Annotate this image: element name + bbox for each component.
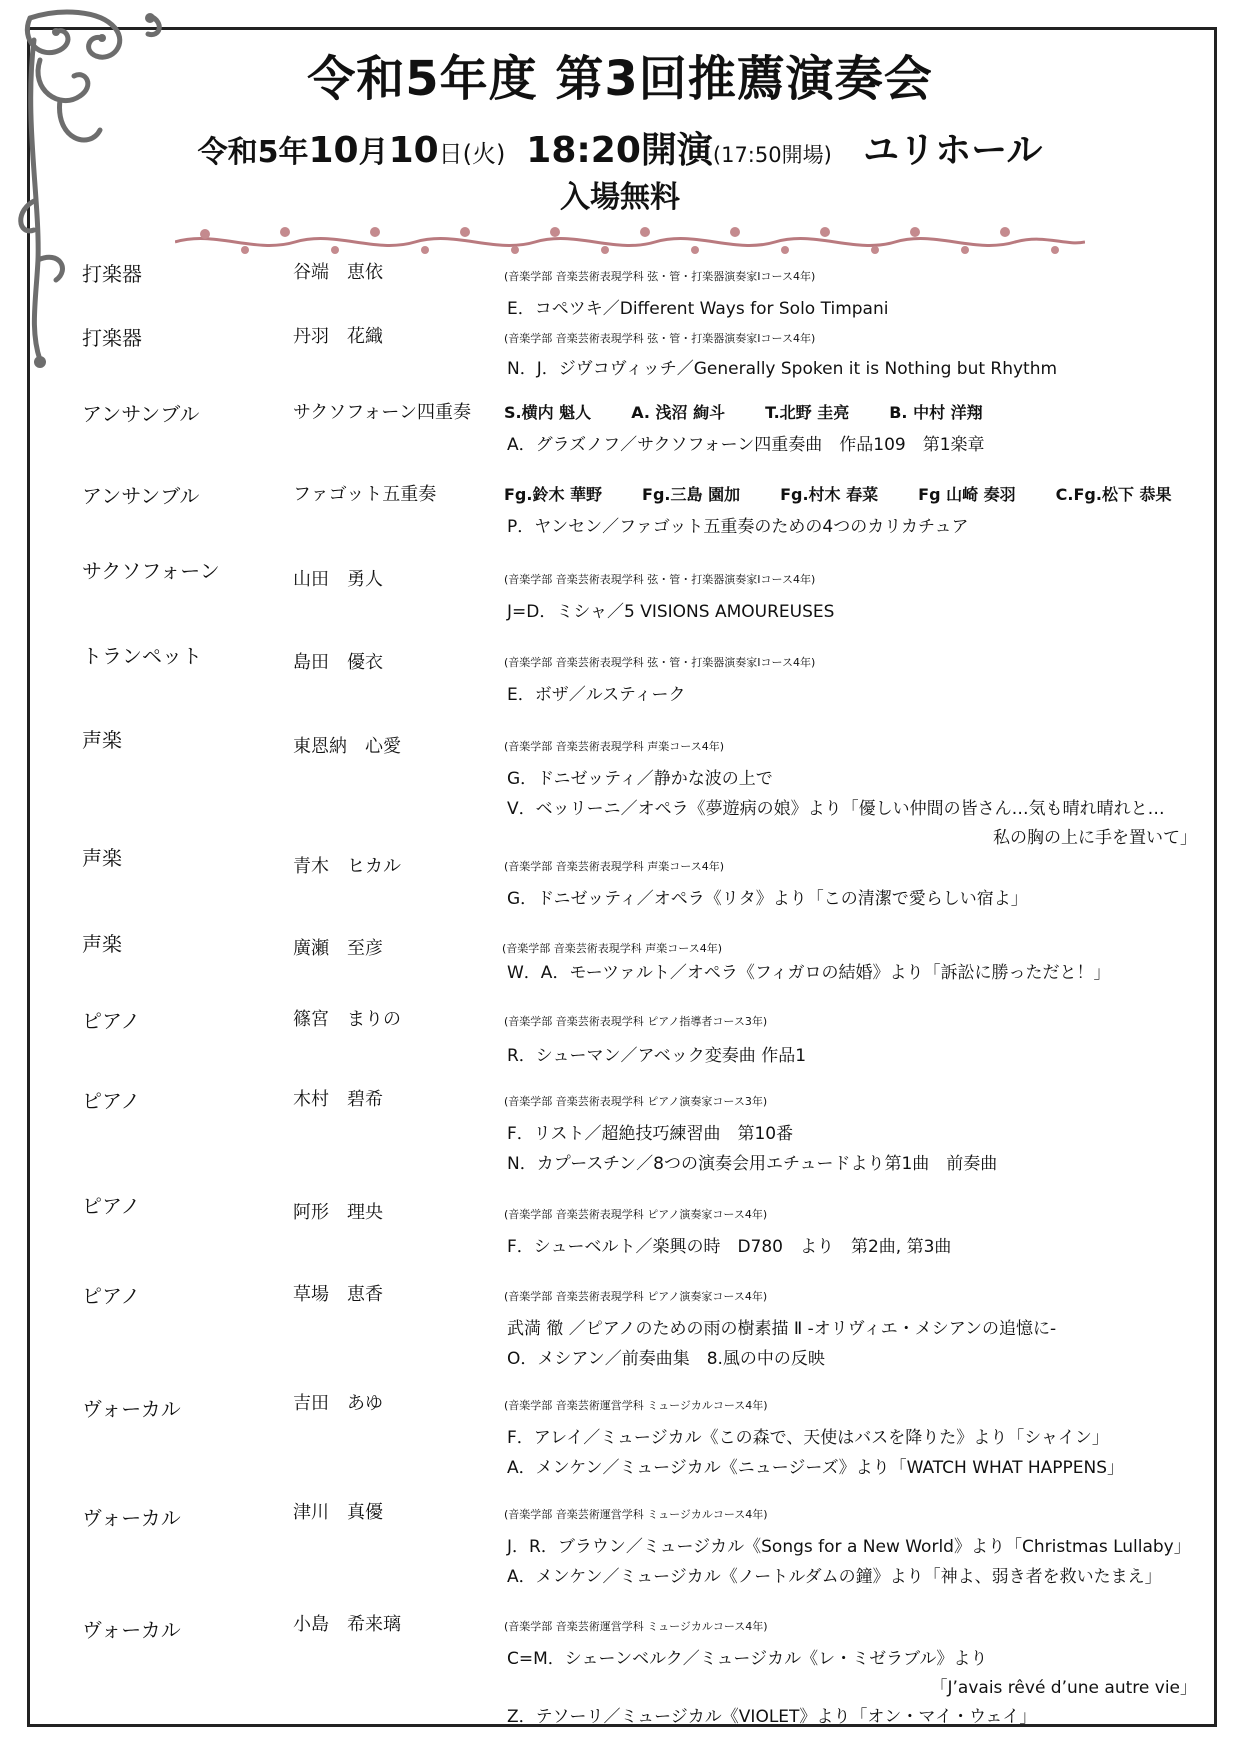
piece: J．R．ブラウン／ミュージカル《Songs for a New World》より「Christmas Lullaby」 [507, 1537, 1191, 1557]
admission-note: 入場無料 [560, 180, 680, 215]
piece: A．グラズノフ／サクソフォーン四重奏曲 作品109 第1楽章 [507, 435, 985, 455]
performer: 阿形 理央 [293, 1202, 383, 1223]
member: C.Fg.松下 恭果 [1055, 485, 1172, 504]
piece: N．J．ジヴコヴィッチ／Generally Spoken it is Nothing but Rhythm [507, 359, 1058, 379]
affiliation: (音楽学部 音楽芸術表現学科 ピアノ演奏家コース4年) [504, 1290, 768, 1303]
performer: 谷端 恵依 [293, 262, 383, 283]
ensemble-name: サクソフォーン四重奏 [293, 402, 472, 423]
affiliation: (音楽学部 音楽芸術表現学科 ピアノ指導者コース3年) [504, 1015, 768, 1028]
category: ピアノ [82, 1284, 141, 1308]
category: 打楽器 [82, 262, 142, 286]
category: ピアノ [82, 1194, 141, 1218]
piece: F．シューベルト／楽興の時 D780 より 第2曲, 第3曲 [507, 1237, 952, 1257]
affiliation: (音楽学部 音楽芸術表現学科 弦・管・打楽器演奏家Ⅰコース4年) [504, 656, 816, 669]
performer: 青木 ヒカル [293, 856, 401, 877]
affiliation: (音楽学部 音楽芸術表現学科 弦・管・打楽器演奏家Ⅰコース4年) [504, 573, 816, 586]
affiliation: (音楽学部 音楽芸術運営学科 ミュージカルコース4年) [504, 1508, 768, 1521]
piece: A．メンケン／ミュージカル《ニュージーズ》より「WATCH WHAT HAPPENS」 [507, 1458, 1125, 1478]
piece: C=M．シェーンベルク／ミュージカル《レ・ミゼラブル》より [507, 1649, 988, 1669]
performer: 草場 恵香 [293, 1284, 383, 1305]
start-time: 18:20開演 [526, 130, 713, 171]
date-prefix: 令和5年 [197, 135, 309, 170]
performer: 東恩納 心愛 [293, 736, 401, 757]
ensemble-members [504, 400, 1023, 423]
affiliation: (音楽学部 音楽芸術運営学科 ミュージカルコース4年) [504, 1620, 768, 1633]
category: 声楽 [82, 846, 122, 870]
category: ピアノ [82, 1089, 141, 1113]
category: 声楽 [82, 932, 122, 956]
affiliation: (音楽学部 音楽芸術表現学科 声楽コース4年) [504, 860, 725, 873]
piece-continuation: 私の胸の上に手を置いて」 [993, 828, 1197, 848]
member: Fg 山崎 奏羽 [918, 485, 1016, 504]
member: S.横内 魁人 [504, 403, 592, 422]
piece: E．ボザ／ルスティーク [507, 685, 686, 705]
affiliation: (音楽学部 音楽芸術表現学科 弦・管・打楽器演奏家Ⅰコース4年) [504, 332, 816, 345]
event-date-line [0, 122, 1240, 173]
piece: F．アレイ／ミュージカル《この森で、天使はバスを降りた》より「シャイン」 [507, 1428, 1109, 1448]
affiliation: (音楽学部 音楽芸術運営学科 ミュージカルコース4年) [504, 1399, 768, 1412]
category: トランペット [82, 644, 202, 668]
ensemble-members [504, 482, 1212, 505]
piece: A．メンケン／ミュージカル《ノートルダムの鐘》より「神よ、弱き者を救いたまえ」 [507, 1567, 1162, 1587]
month: 10 [308, 130, 359, 171]
piece: F．リスト／超絶技巧練習曲 第10番 [507, 1124, 794, 1144]
performer: 木村 碧希 [293, 1089, 383, 1110]
member: T.北野 圭亮 [765, 403, 850, 422]
performer: 島田 優衣 [293, 652, 383, 673]
piece: E．コペツキ／Different Ways for Solo Timpani [507, 299, 889, 319]
category: アンサンブル [82, 402, 200, 426]
piece: G．ドニゼッティ／オペラ《リタ》より「この清潔で愛らしい宿よ」 [507, 889, 1028, 909]
performer: 山田 勇人 [293, 569, 383, 590]
performer: 廣瀬 至彦 [293, 938, 383, 959]
category: ピアノ [82, 1009, 141, 1033]
month-char: 月 [358, 135, 389, 170]
affiliation: (音楽学部 音楽芸術表現学科 ピアノ演奏家コース4年) [504, 1208, 768, 1221]
piece: N．カプースチン／8つの演奏会用エチュードより第1曲 前奏曲 [507, 1154, 998, 1174]
performer: 津川 真優 [293, 1502, 383, 1523]
member: A. 浅沼 絢斗 [631, 403, 726, 422]
piece: P．ヤンセン／ファゴット五重奏のための4つのカリカチュア [507, 517, 969, 537]
page-title: 令和5年度 第3回推薦演奏会 [307, 51, 933, 107]
category: サクソフォーン [82, 559, 220, 583]
day-char: 日 [438, 140, 463, 168]
ensemble-name: ファゴット五重奏 [293, 484, 437, 505]
member: Fg.村木 春菜 [780, 485, 879, 504]
category: 声楽 [82, 728, 122, 752]
piece: V．ベッリーニ／オペラ《夢遊病の娘》より「優しい仲間の皆さん…気も晴れ晴れと… [507, 799, 1165, 819]
performer: 小島 希来璃 [293, 1614, 401, 1635]
floral-divider-icon [175, 220, 1085, 260]
piece: 武満 徹 ／ピアノのための雨の樹素描 Ⅱ -オリヴィエ・メシアンの追憶に- [507, 1319, 1057, 1339]
member: B. 中村 洋翔 [889, 403, 983, 422]
category: ヴォーカル [82, 1506, 181, 1530]
affiliation: (音楽学部 音楽芸術表現学科 弦・管・打楽器演奏家Ⅰコース4年) [504, 270, 816, 283]
affiliation: (音楽学部 音楽芸術表現学科 声楽コース4年) [502, 942, 723, 955]
weekday: (火) [462, 140, 506, 168]
piece: R．シューマン／アベック変奏曲 作品1 [507, 1046, 807, 1066]
piece: Z．テソーリ／ミュージカル《VIOLET》より「オン・マイ・ウェイ」 [507, 1707, 1037, 1727]
affiliation: (音楽学部 音楽芸術表現学科 ピアノ演奏家コース3年) [504, 1095, 768, 1108]
open-time: (17:50開場) [712, 143, 832, 167]
performer: 吉田 あゆ [293, 1393, 383, 1414]
performer: 丹羽 花織 [293, 326, 383, 347]
performer: 篠宮 まりの [293, 1009, 401, 1030]
affiliation: (音楽学部 音楽芸術表現学科 声楽コース4年) [504, 740, 725, 753]
venue: ユリホール [863, 130, 1043, 171]
category: アンサンブル [82, 484, 200, 508]
category: 打楽器 [82, 326, 142, 350]
piece: W．A．モーツァルト／オペラ《フィガロの結婚》より「訴訟に勝っただと！」 [507, 963, 1111, 983]
member: Fg.三島 園加 [642, 485, 741, 504]
day: 10 [388, 130, 439, 171]
category: ヴォーカル [82, 1397, 181, 1421]
member: Fg.鈴木 華野 [504, 485, 603, 504]
piece-continuation: 「J’avais rêvé d’une autre vie」 [930, 1678, 1197, 1698]
category: ヴォーカル [82, 1618, 181, 1642]
piece: J=D．ミシャ／5 VISIONS AMOUREUSES [507, 602, 835, 622]
piece: O．メシアン／前奏曲集 8.風の中の反映 [507, 1349, 825, 1369]
piece: G．ドニゼッティ／静かな波の上で [507, 769, 773, 789]
